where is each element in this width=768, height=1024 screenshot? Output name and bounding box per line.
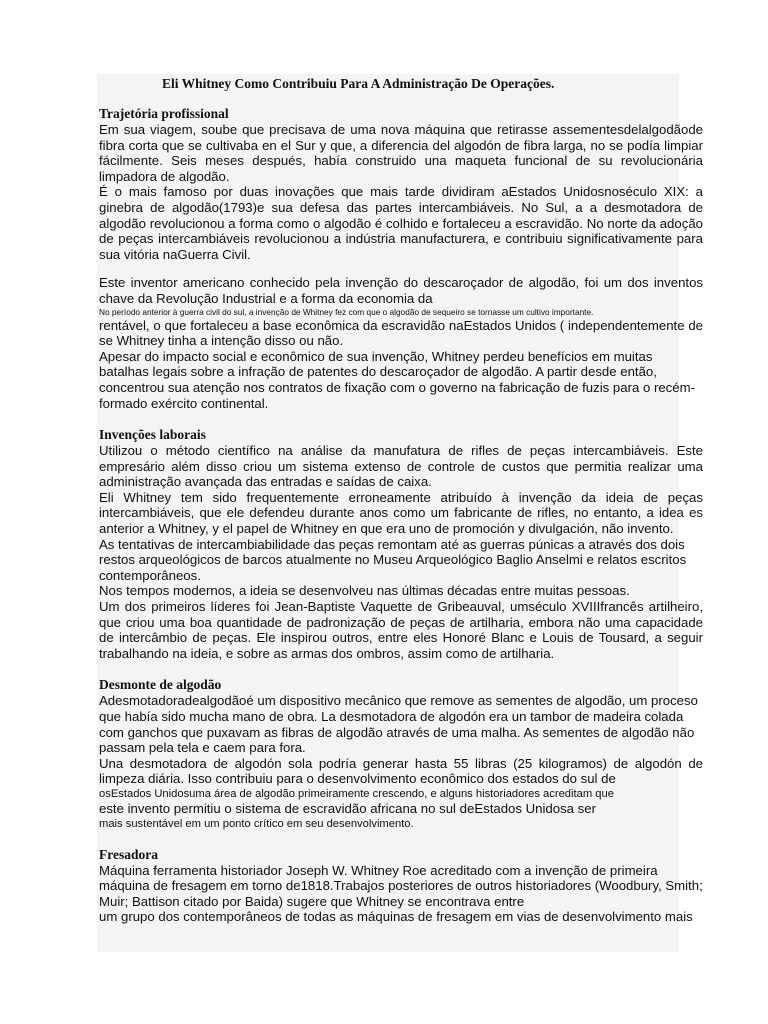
section-trajetoria [99,106,703,411]
paragraph: Em sua viagem, soube que precisava de uma nova máquina que retirasse assementesdelalgodãode fibra corta que se cultivaba en el Sur y que, a diferencia del algodón de fibra larga, no se podía limpiar fácilmente. Seis meses después, había construido una maqueta funcional de su revolucionária limpadora de algodão. [99,122,703,184]
document-body [99,76,703,925]
section-heading: Fresadora [99,846,158,862]
section-desmonte [99,677,703,830]
paragraph: Nos tempos modernos, a ideia se desenvolveu nas últimas décadas entre muitas pessoas. [99,583,630,599]
paragraph: É o mais famoso por duas inovações que mais tarde dividiram aEstados Unidosnoséculo XIX: a ginebra de algodão(1793)e sua defesa das partes intercambiáveis. No Sul, a a desmotadora de algodão revolucionou a forma como o algodão é colhido e fortaleceu a escravidão. No norte da adoção de peças intercambiáveis revolucionou a indústria manufacturera, e contribuiu significativamente para sua vitória naGuerra Civil. [99,184,703,262]
paragraph: Um dos primeiros líderes foi Jean-Baptiste Vaquette de Gribeauval, umséculo XVIIIfrancês artilheiro, que criou uma boa quantidade de padronização de peças de artilharia, embora não uma capacidade de intercâmbio de peças. Ele inspirou outros, entre eles Honoré Blanc e Louis de Tousard, a seguir trabalhando na ideia, e sobre as armas dos ombros, assim como de artilharia. [99,599,703,661]
paragraph: As tentativas de intercambiabilidade das peças remontam até as guerras púnicas a através dos dois restos arqueológicos de barcos atualmente no Museu Arqueológico Baglio Anselmi e relatos escritos contemporâneos. [99,536,687,583]
small-print-line: mais sustentável em um ponto crítico em seu desenvolvimento. [99,817,414,830]
paragraph: Una desmotadora de algodón sola podría generar hasta 55 libras (25 kilogramos) de algodón de limpeza diária. Isso contribuiu para o desenvolvimento econômico dos estados do sul de [99,755,703,787]
paragraph: rentável, o que fortaleceu a base econômica da escravidão naEstados Unidos ( independentemente de se Whitney tinha a intenção disso ou não. [99,317,703,349]
section-invencoes [99,427,703,661]
small-print-line: osEstados Unidosuma área de algodão primeiramente crescendo, e alguns historiadores acreditam que [99,787,614,800]
paragraph: Adesmotadoradealgodãoé um dispositivo mecânico que remove as sementes de algodão, um proceso que había sido mucha mano de obra. La desmotadora de algodón era un tambor de madeira colada com ganchos que puxavam as fibras de algodão através de uma malha. As sementes de algodão não passam pela tela e caem para fora. [99,693,698,756]
section-heading: Invenções laborais [99,427,206,443]
paragraph: um grupo dos contemporâneos de todas as máquinas de fresagem em vias de desenvolvimento mais [99,909,693,925]
section-fresadora [99,847,703,925]
paragraph: este invento permitiu o sistema de escravidão africana no sul deEstados Unidosa ser [99,800,596,816]
paragraph: Apesar do impacto social e econômico de sua invenção, Whitney perdeu benefícios em muitas batalhas legais sobre a infração de patentes do descaroçador de algodão. A partir desde então, concentrou sua atenção nos contratos de fixação com o governo na fabricação de fuzis para o recém-formado exército continental. [99,348,695,411]
paragraph: Este inventor americano conhecido pela invenção do descaroçador de algodão, foi um dos inventos chave da Revolução Industrial e a forma da economia da [99,275,703,306]
paragraph: Eli Whitney tem sido frequentemente erroneamente atribuído à invenção da ideia de peças intercambiáveis, que ele defendeu durante anos como um fabricante de rifles, no entanto, a idea es anterior a Whitney, y el papel de Whitney en que era uno de promoción y divulgación, não invento. [99,489,703,537]
small-print-line: No período anterior à guerra civil do sul, a invenção de Whitney fez com que o algodão de sequeiro se tornasse um cultivo importante. [99,306,594,317]
paragraph: Máquina ferramenta historiador Joseph W. Whitney Roe acreditado com a invenção de primeira máquina de fresagem em torno de1818.Trabajos posteriores de outros historiadores (Woodbury, Smith; Muir; Battison citado por Baida) sugere que Whitney se encontrava entre [99,862,703,909]
paragraph: Utilizou o método científico na análise da manufatura de rifles de peças intercambiáveis. Este empresário além disso criou um sistema extenso de controle de custos que permitia realizar uma administração avançada das entradas e saídas de caixa. [99,443,703,490]
section-heading: Desmonte de algodão [99,677,222,693]
section-heading: Trajetória profissional [99,106,229,121]
document-title: Eli Whitney Como Contribuiu Para A Administração De Operações. [162,76,555,91]
